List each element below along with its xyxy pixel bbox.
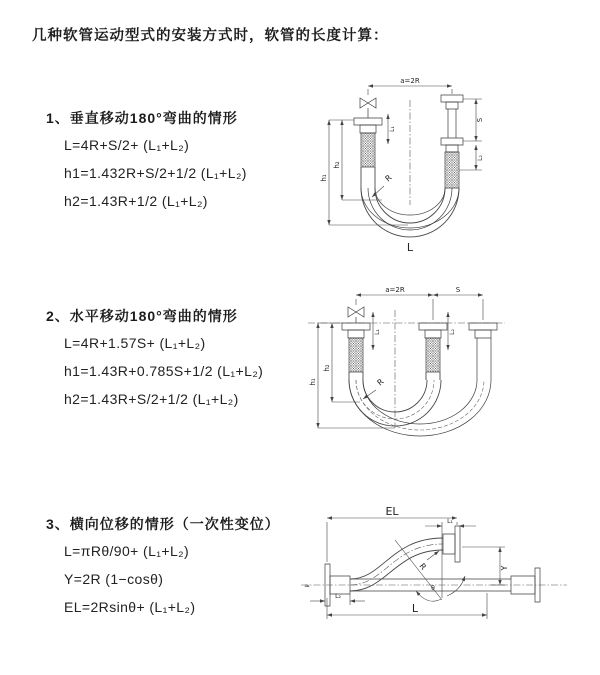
dim-label-r: R bbox=[417, 561, 428, 572]
d1-dimension-l1 bbox=[386, 114, 396, 144]
section-3-formula-L: L=πRθ/90+ (L₁+L₂) bbox=[64, 543, 190, 559]
d2-dimension-h1 bbox=[309, 323, 395, 428]
dim-label-s: S bbox=[455, 286, 461, 294]
d2-dimension-l1 bbox=[371, 312, 381, 350]
section-1-formula-h1: h1=1.432R+S/2+1/2 (L₁+L₂) bbox=[64, 165, 247, 181]
section-2-formula-h1: h1=1.43R+0.785S+1/2 (L₁+L₂) bbox=[64, 363, 264, 379]
d1-dimension-h1 bbox=[320, 120, 408, 225]
d2-dimension-l2 bbox=[446, 312, 456, 350]
dim-label-s: S bbox=[476, 117, 484, 123]
d2-middle-pipe-assembly bbox=[419, 323, 447, 380]
section-3-formula-EL: EL=2Rsinθ+ (L₁+L₂) bbox=[64, 599, 196, 615]
section-1-formula-h2: h2=1.43R+1/2 (L₁+L₂) bbox=[64, 193, 208, 209]
d2-radius-callout bbox=[362, 377, 386, 401]
d1-radius-callout bbox=[371, 173, 394, 198]
d1-length-label: L bbox=[406, 241, 414, 254]
d2-left-pipe-assembly bbox=[342, 323, 370, 380]
d3-displaced-s-curve-hose bbox=[350, 526, 460, 591]
dim-label-h2: h₂ bbox=[333, 161, 341, 169]
section-2-formula-L: L=4R+1.57S+ (L₁+L₂) bbox=[64, 335, 206, 351]
d1-hose-bend-arcs bbox=[361, 100, 459, 237]
section-1-formula-L: L=4R+S/2+ (L₁+L₂) bbox=[64, 137, 190, 153]
dim-label-h2: h₂ bbox=[323, 364, 331, 372]
dim-label-l1: L₁ bbox=[374, 329, 381, 335]
dim-label-l2: L₂ bbox=[335, 593, 341, 600]
d1-dimension-a2r bbox=[368, 77, 452, 95]
dim-label-l2: L₂ bbox=[477, 155, 484, 161]
diagram-lateral-displacement bbox=[295, 498, 595, 638]
dim-label-l2: L₂ bbox=[449, 329, 456, 335]
d3-dimension-el bbox=[327, 505, 457, 562]
d3-dimension-l2 bbox=[310, 593, 365, 605]
section-1-heading: 1、垂直移动180°弯曲的情形 bbox=[46, 110, 238, 126]
d1-left-pipe-assembly bbox=[354, 118, 382, 188]
dim-label-r: R bbox=[375, 377, 386, 388]
d1-valve-icon bbox=[360, 98, 376, 118]
dim-label-a2r: a=2R bbox=[385, 286, 405, 294]
d2-dimension-a2r bbox=[356, 286, 433, 297]
dim-label-h1: h₁ bbox=[320, 174, 328, 182]
d2-hose-bend-arcs bbox=[349, 380, 491, 436]
dim-label-r: R bbox=[383, 173, 394, 184]
dim-label-l1: L₁ bbox=[389, 126, 396, 132]
dim-label-l1: L₁ bbox=[447, 518, 453, 525]
d3-break-symbol: ≈ bbox=[304, 582, 310, 590]
page-title: 几种软管运动型式的安装方式时，软管的长度计算： bbox=[32, 28, 389, 44]
d2-valve-icon bbox=[348, 307, 364, 323]
dim-label-theta: θ bbox=[431, 585, 435, 592]
d1-dimension-s bbox=[463, 99, 484, 141]
section-2-formula-h2: h2=1.43R+S/2+1/2 (L₁+L₂) bbox=[64, 391, 239, 407]
section-3-heading: 3、横向位移的情形（一次性变位） bbox=[46, 516, 280, 532]
d3-dimension-l bbox=[327, 593, 487, 619]
diagram-horizontal-180-bend bbox=[300, 280, 590, 455]
dim-label-h1: h₁ bbox=[309, 378, 317, 386]
dim-label-el: EL bbox=[385, 505, 399, 518]
d1-dimension-l2 bbox=[459, 145, 484, 170]
dim-label-a2r: a=2R bbox=[400, 77, 420, 85]
d2-dimension-s bbox=[356, 286, 483, 320]
dim-label-y: Y bbox=[500, 565, 509, 571]
diagram-vertical-180-bend bbox=[300, 70, 590, 260]
d1-right-pipe-assembly bbox=[441, 95, 463, 188]
d3-dimension-l1 bbox=[425, 518, 476, 528]
dim-label-l: L bbox=[411, 602, 419, 615]
section-3-formula-Y: Y=2R (1−cosθ) bbox=[64, 571, 164, 587]
d3-angle-construction bbox=[395, 522, 467, 601]
section-2-heading: 2、水平移动180°弯曲的情形 bbox=[46, 308, 238, 324]
d2-right-pipe-assembly bbox=[469, 323, 497, 380]
